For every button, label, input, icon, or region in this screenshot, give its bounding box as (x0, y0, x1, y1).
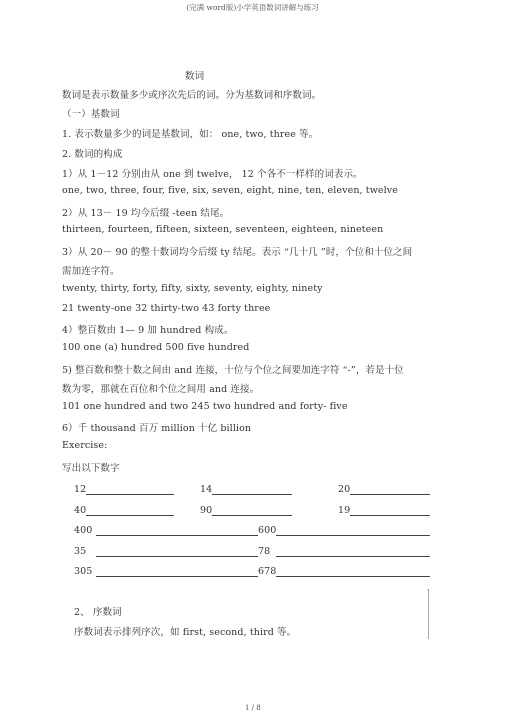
section-heading: （一）基数词 (62, 109, 120, 120)
answer-blank[interactable] (276, 566, 430, 577)
exercise-instruction: 写出以下数字 (62, 463, 120, 474)
text-line: 4）整百数由 1— 9 加 hundred 构成。 (62, 325, 234, 336)
text-line: 100 one (a) hundred 500 five hundred (62, 342, 250, 353)
answer-blank[interactable] (86, 505, 174, 516)
text-line: 序数词表示排列序次，如 first, second, third 等。 (74, 627, 297, 638)
answer-blank[interactable] (96, 525, 258, 536)
answer-blank[interactable] (276, 546, 430, 557)
page-title: 数词 (185, 71, 205, 82)
text-line: 2. 数词的构成 (62, 149, 123, 160)
page-number: 1 / 8 (245, 704, 261, 712)
text-line: 101 one hundred and two 245 two hundred and forty- five (62, 401, 348, 412)
answer-blank[interactable] (96, 566, 258, 577)
text-line: 1. 表示数量多少的词是基数词，如： one, two, three 等。 (62, 129, 319, 140)
exercise-number: 90 (200, 505, 213, 516)
exercise-number: 19 (338, 505, 351, 516)
text-line: 5) 整百数和整十数之间由 and 连接，十位与个位之间要加连字符 “-”，若是十位 (62, 365, 404, 376)
section-heading: 2、 序数词 (74, 607, 122, 618)
text-line: 6）千 thousand 百万 million 十亿 billion (62, 423, 252, 434)
exercise-number: 305 (74, 566, 93, 577)
text-line: 数为零，那就在百位和个位之间用 and 连接。 (62, 384, 260, 395)
answer-blank[interactable] (212, 484, 292, 495)
exercise-number: 20 (338, 484, 351, 495)
exercise-number: 12 (74, 484, 87, 495)
box-border (428, 589, 429, 639)
text-line: 3）从 20－ 90 的整十数词均今后缀 ty 结尾。表示 “几十几 ”时，个位和十位之间 (62, 247, 413, 258)
exercise-number: 35 (74, 546, 87, 557)
exercise-number: 40 (74, 505, 87, 516)
page-header: (完满 word版)小学英语数词讲解与练习 (186, 3, 319, 12)
answer-blank[interactable] (96, 546, 258, 557)
exercise-number: 14 (200, 484, 213, 495)
text-line: thirteen, fourteen, fifteen, sixteen, seventeen, eighteen, nineteen (62, 224, 384, 235)
answer-blank[interactable] (276, 525, 430, 536)
answer-blank[interactable] (212, 505, 292, 516)
text-line: twenty, thirty, forty, fifty, sixty, seventy, eighty, ninety (62, 283, 323, 294)
exercise-number: 600 (258, 525, 277, 536)
exercise-number: 678 (258, 566, 277, 577)
answer-blank[interactable] (350, 484, 430, 495)
text-line: 21 twenty-one 32 thirty-two 43 forty three (62, 303, 271, 314)
text-line: 需加连字符。 (62, 266, 120, 277)
answer-blank[interactable] (350, 505, 430, 516)
text-line: 数词是表示数量多少或序次先后的词。分为基数词和序数词。 (62, 90, 322, 101)
text-line: one, two, three, four, five, six, seven, eight, nine, ten, eleven, twelve (62, 185, 398, 196)
exercise-number: 400 (74, 525, 93, 536)
text-line: 2）从 13－ 19 均今后缀 -teen 结尾。 (62, 208, 230, 219)
exercise-heading: Exercise: (62, 440, 108, 451)
answer-blank[interactable] (86, 484, 174, 495)
exercise-number: 78 (258, 546, 271, 557)
text-line: 1）从 1－12 分别由从 one 到 twelve， 12 个各不一样样的词表示。 (62, 169, 363, 180)
